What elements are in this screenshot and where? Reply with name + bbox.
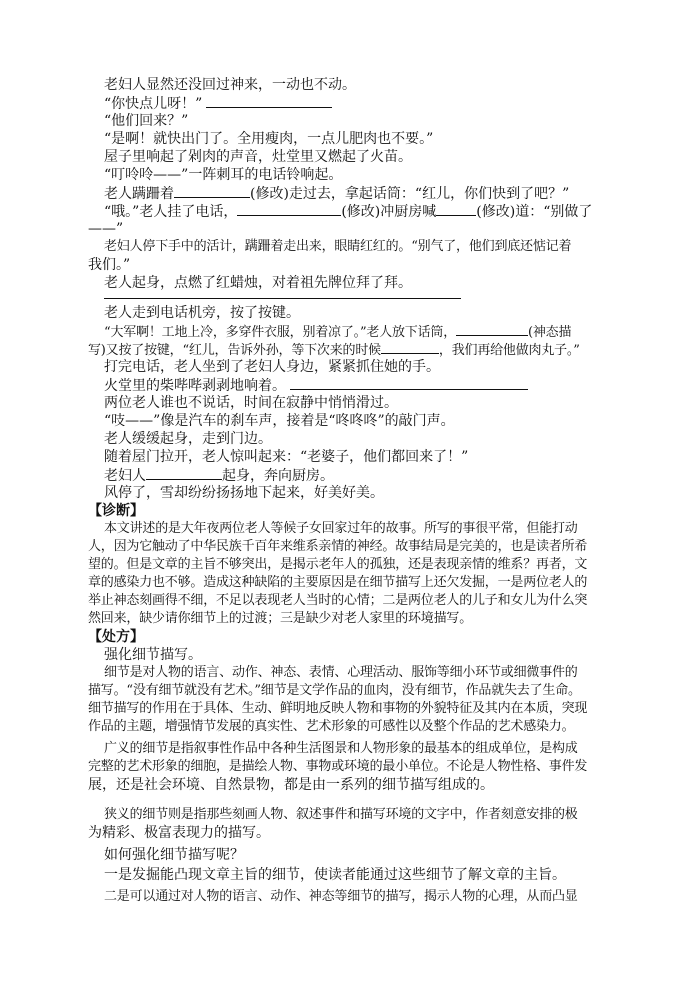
- text-line: 二是可以通过对人物的语言、动作、神态等细节的描写，揭示人物的心理，从而凸显: [104, 889, 578, 904]
- text-line: “大军啊！工地上冷，多穿件衣服，别着凉了。”老人放下话筒， (神态描: [104, 322, 571, 340]
- text-line: 狭义的细节则是指那些刻画人物、叙述事件和描写环境的文字中，作者刻意安排的极: [104, 807, 578, 822]
- text-line: “是啊！就快出门了。全用瘦肉，一点儿肥肉也不要。”: [104, 131, 434, 147]
- text-line: 老人起身，点燃了红蜡烛，对着祖先牌位拜了拜。: [104, 275, 412, 291]
- text-line: 强化细节描写。: [104, 647, 202, 663]
- text-line: 老妇人停下手中的活计，蹒跚着走出来，眼睛红红的。“别气了，他们到底还惦记着: [104, 239, 572, 254]
- text-line: 老人走到电话机旁，按了按键。: [104, 305, 300, 321]
- text-line: 风停了，雪却纷纷扬扬地下起来，好美好美。: [104, 485, 384, 501]
- text-line: “他们回来？”: [104, 113, 189, 129]
- text-line: 屋子里响起了剁肉的声音，灶堂里又燃起了火苗。: [104, 149, 412, 165]
- text-line: 描写。“没有细节就没有艺术。”细节是文学作品的血肉，没有细节，作品就失去了生命。: [88, 683, 581, 698]
- answer-blank[interactable]: [237, 202, 341, 216]
- text-line: 火堂里的柴哔哔剥剥地响着。: [104, 376, 528, 394]
- text-line: 人，因为它触动了中华民族千百年来维系亲情的神经。故事结局是完美的，也是读者所希: [88, 539, 588, 554]
- text-line: 展，还是社会环境、自然景物，都是由一系列的细节描写组成的。: [88, 777, 494, 793]
- answer-line[interactable]: [104, 298, 461, 299]
- text-line: 老妇人显然还没回过神来，一动也不动。: [104, 77, 356, 93]
- text-line: 写)又按了按键，“红儿，告诉外孙，等下次来的时候 ，我们再给他做肉丸子。”: [88, 340, 580, 358]
- answer-blank[interactable]: [436, 202, 476, 216]
- text-line: 细节是对人物的语言、动作、神态、表情、心理活动、服饰等细小环节或细微事件的: [104, 665, 578, 680]
- text-line: 章的感染力也不够。造成这种缺陷的主要原因是在细节描写上还欠发掘，一是两位老人的: [88, 575, 588, 590]
- section-heading: 【诊断】: [88, 503, 144, 519]
- text-line: 然回来，缺少请你细节上的过渡；三是缺少对老人家里的环境描写。: [88, 611, 473, 626]
- text-line: 本文讲述的是大年夜两位老人等候子女回家过年的故事。所写的事很平常，但能打动: [104, 521, 578, 536]
- text-line: “你快点儿呀！”: [104, 94, 332, 112]
- text-line: 完整的艺术形象的细胞，是描绘人物、事物或环境的最小单位。不论是人物性格、事件发: [88, 759, 588, 774]
- text-line: 如何强化细节描写呢？: [104, 847, 244, 863]
- text-line: 举止神态刻画得不细，不足以表现老人当时的心情；二是两位老人的儿子和女儿为什么突: [88, 593, 588, 608]
- text-line: “哦。”老人挂了电话， (修改)冲厨房喊 (修改)道：“别做了: [104, 204, 593, 220]
- text-line: 老妇人 起身，奔向厨房。: [104, 468, 334, 484]
- text-line: 为精彩、极富表现力的描写。: [88, 825, 270, 841]
- answer-blank[interactable]: [174, 184, 250, 198]
- answer-blank[interactable]: [146, 466, 222, 480]
- text-line: 广义的细节是指叙事性作品中各种生活图景和人物形象的最基本的组成单位，是构成: [104, 741, 578, 756]
- answer-blank[interactable]: [290, 376, 528, 390]
- text-line: “吱——”像是汽车的刹车声，接着是“咚咚咚”的敲门声。: [104, 413, 455, 429]
- text-line: 细节描写的作用在于具体、生动、鲜明地反映人物和事物的外貌特征及其内在本质，突现: [88, 701, 588, 716]
- text-line: 望的。但是文章的主旨不够突出，是揭示老年人的孤独，还是表现亲情的维系？再者，文: [88, 557, 588, 572]
- answer-blank[interactable]: [456, 322, 528, 336]
- text-line: 一是发掘能凸现文章主旨的细节，使读者能通过这些细节了解文章的主旨。: [104, 867, 566, 883]
- text-line: 我们。”: [88, 257, 131, 273]
- section-heading: 【处方】: [88, 629, 144, 645]
- answer-blank[interactable]: [206, 94, 332, 108]
- text-line: 老人缓缓起身，走到门边。: [104, 431, 272, 447]
- text-line: 随着屋门拉开，老人惊叫起来：“老婆子，他们都回来了！”: [104, 449, 469, 465]
- text-line: ——”: [88, 221, 124, 237]
- text-line: 两位老人谁也不说话，时间在寂静中悄悄滑过。: [104, 395, 398, 411]
- answer-blank[interactable]: [381, 340, 439, 354]
- text-line: 老人蹒跚着 (修改)走过去，拿起话筒：“红儿，你们快到了吧？”: [104, 186, 570, 202]
- text-line: 作品的主题，增强情节发展的真实性、艺术形象的可感性以及整个作品的艺术感染力。: [88, 719, 575, 734]
- text-line: “叮呤呤——”一阵刺耳的电话铃响起。: [104, 167, 343, 183]
- text-line: 打完电话，老人坐到了老妇人身边，紧紧抓住她的手。: [104, 359, 440, 375]
